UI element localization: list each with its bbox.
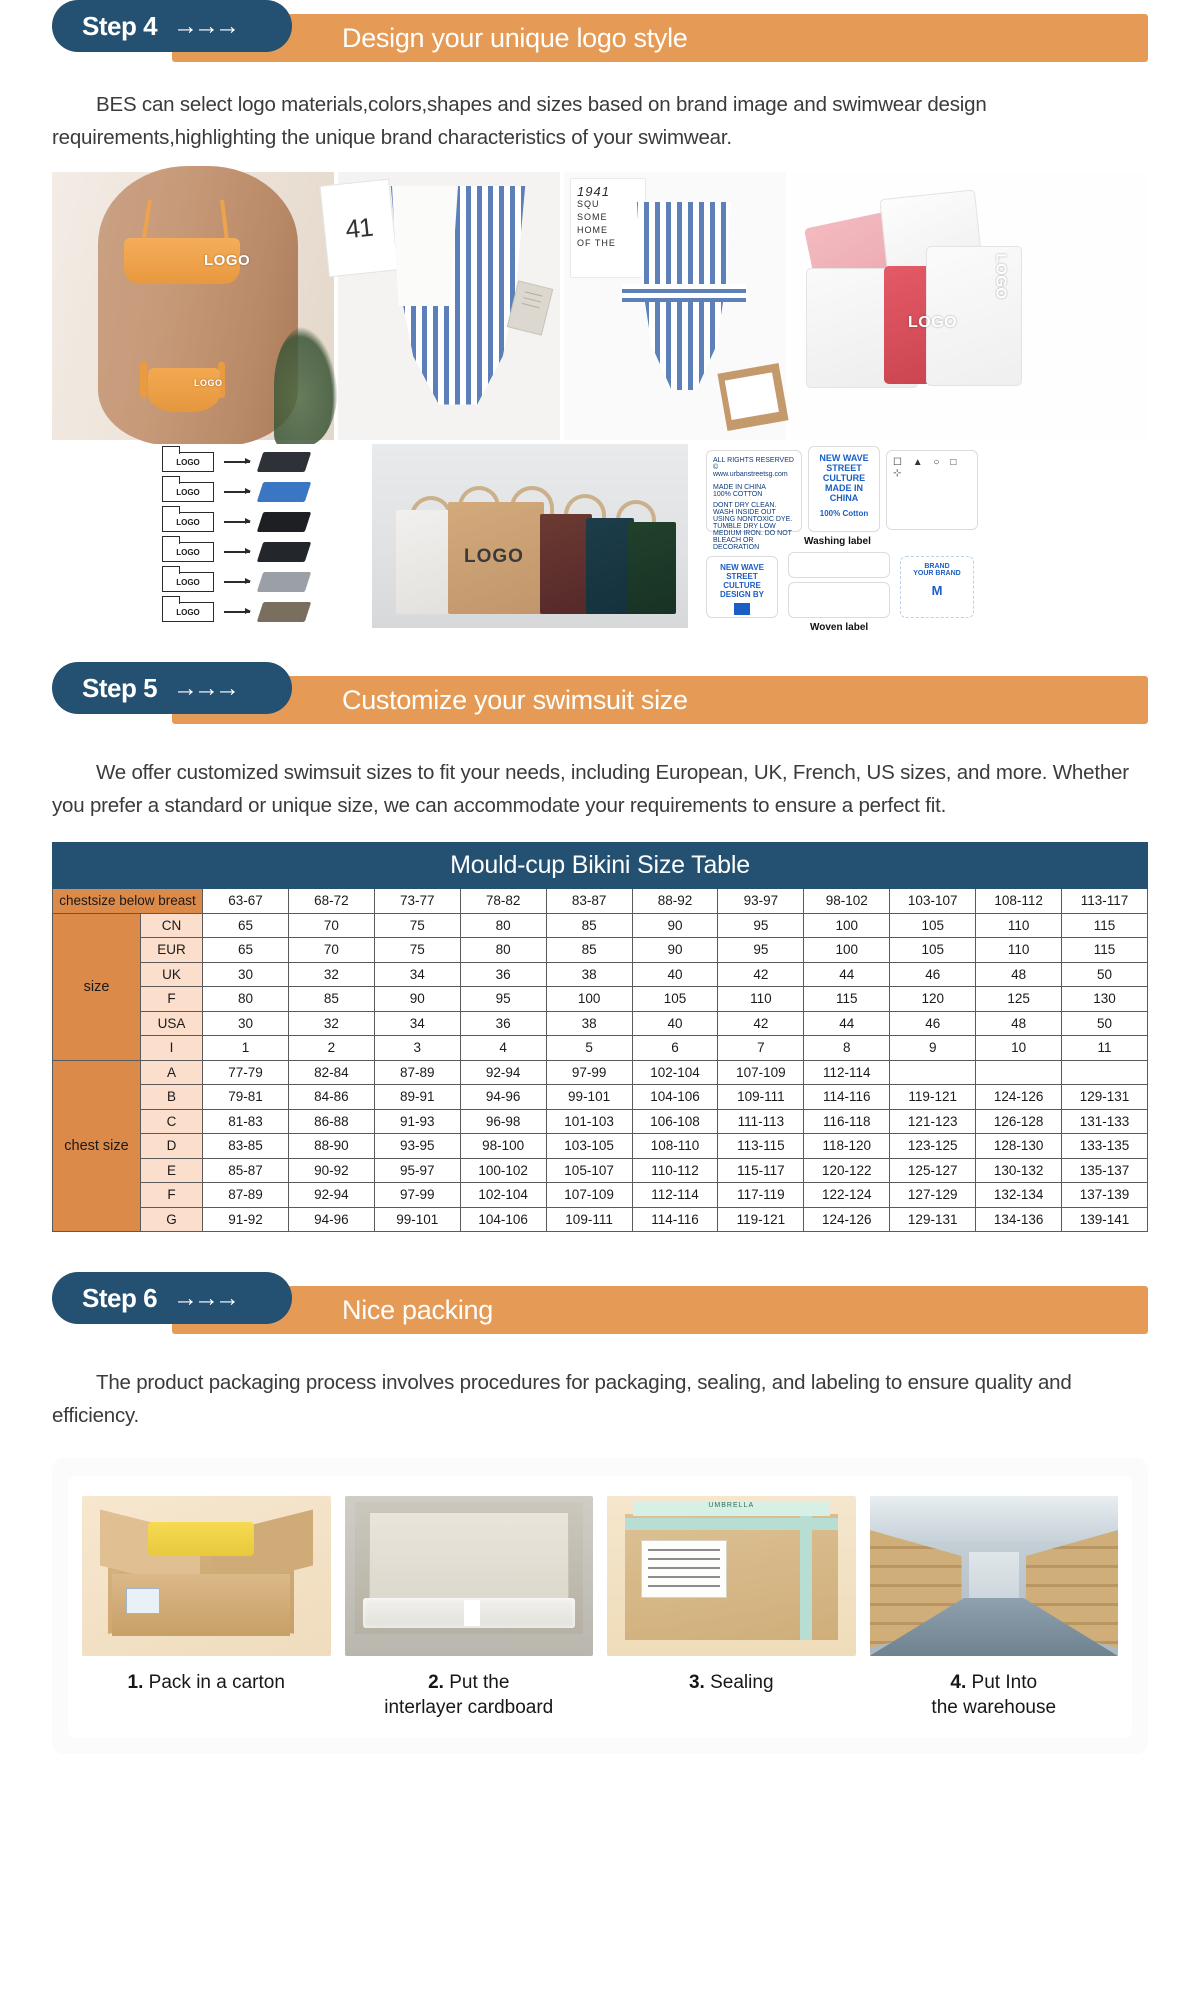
arrow-right-icon: →→→ [173,673,237,702]
gallery-image-model-bikini [52,172,334,440]
size-table-column-header: 98-102 [804,889,890,914]
chest-cell: 117-119 [718,1183,804,1208]
step-banner-4 [52,0,1148,62]
table-header-row [53,889,1148,914]
blank-woven-label-2 [788,582,890,618]
chest-cell: 109-111 [546,1207,632,1232]
chest-cell: 116-118 [804,1109,890,1134]
size-cell: 50 [1062,1011,1148,1036]
chest-cell: 90-92 [288,1158,374,1183]
chest-cell: 139-141 [1062,1207,1148,1232]
chest-cell: 87-89 [374,1060,460,1085]
paragraph-step6: The product packaging process involves procedures for packaging, sealing, and labeling to ensure quality and efficiency. [52,1371,1072,1427]
gallery-row-top [52,172,1148,440]
table-row [53,987,1148,1012]
packing-caption-4 [870,1670,1119,1720]
chest-cell: 108-110 [632,1134,718,1159]
packing-caption-3 [607,1670,856,1695]
step-title-4: Design your unique logo style [342,22,688,53]
chest-row-label: C [141,1109,203,1134]
size-cell: 100 [546,987,632,1012]
size-cell: 110 [976,913,1062,938]
brand-tag-card [900,556,974,618]
chest-cell: 124-126 [976,1085,1062,1110]
size-table-column-header: 68-72 [288,889,374,914]
size-cell: 110 [976,938,1062,963]
logo-watermark: LOGO [992,253,1010,300]
packing-card [52,1458,1148,1754]
label-line: 100% COTTON [713,491,763,498]
size-cell: 130 [1062,987,1148,1012]
table-row [53,1060,1148,1085]
table-row [53,1036,1148,1061]
paragraph-step4: BES can select logo materials,colors,shapes and sizes based on brand image and swimwear design requirements,highlighting the unique brand characteristics of your swimwear. [52,93,987,149]
logo-watermark: LOGO [204,252,251,269]
size-cell: 90 [632,913,718,938]
size-cell: 105 [890,938,976,963]
size-cell: 80 [460,913,546,938]
size-cell: 1 [203,1036,289,1061]
size-cell: 110 [718,987,804,1012]
label-line: M [931,583,943,598]
chest-cell: 113-115 [718,1134,804,1159]
label-swatch-tag: LOGO [162,512,214,532]
chest-cell: 102-104 [460,1183,546,1208]
step-banner-6 [52,1272,1148,1334]
chest-cell: 126-128 [976,1109,1062,1134]
table-row [53,1109,1148,1134]
label-swatch-tag: LOGO [162,602,214,622]
size-cell: 42 [718,962,804,987]
size-table-column-header: 108-112 [976,889,1062,914]
chest-cell: 106-108 [632,1109,718,1134]
label-line: DESIGN BY [719,590,764,599]
label-line: USING NONTOXIC DYE. TUMBLE DRY LOW [713,516,793,530]
size-cell: 80 [203,987,289,1012]
size-cell: 44 [804,962,890,987]
chest-cell: 91-93 [374,1109,460,1134]
arrow-right-icon [224,611,250,613]
carton-tape-text: UMBRELLA [633,1502,830,1516]
label-line: BRAND [924,563,950,570]
packing-step-number: 4. [950,1672,967,1693]
chest-cell: 98-100 [460,1134,546,1159]
packing-caption-2 [345,1670,594,1720]
step-label-5: Step 5 [82,672,158,703]
arrow-right-icon [224,491,250,493]
size-cell: 36 [460,1011,546,1036]
size-row-label: I [141,1036,203,1061]
packing-step-3 [607,1496,856,1720]
table-row [53,1085,1148,1110]
packing-step-number: 3. [688,1672,705,1693]
size-cell: 125 [976,987,1062,1012]
label-line: CULTURE [723,581,761,590]
chest-cell: 127-129 [890,1183,976,1208]
poster-year: 1941 [577,184,610,199]
arrow-right-icon [224,551,250,553]
label-line: NEW WAVE [720,563,764,572]
chest-cell: 112-114 [632,1183,718,1208]
size-cell: 105 [632,987,718,1012]
size-table-column-header: 113-117 [1062,889,1148,914]
size-cell: 44 [804,1011,890,1036]
size-table-wrapper [52,842,1148,1232]
size-row-label: USA [141,1011,203,1036]
chest-cell: 120-122 [804,1158,890,1183]
size-cell: 46 [890,962,976,987]
chest-cell: 121-123 [890,1109,976,1134]
size-cell: 85 [546,938,632,963]
chest-cell: 99-101 [546,1085,632,1110]
size-cell: 95 [718,913,804,938]
chest-cell: 115-117 [718,1158,804,1183]
chest-cell: 88-90 [288,1134,374,1159]
poster-line: SOME [577,212,608,222]
woven-label-caption: Woven label [810,622,869,633]
size-cell: 38 [546,962,632,987]
chest-row-label: A [141,1060,203,1085]
table-row [53,1183,1148,1208]
size-table-column-header: 83-87 [546,889,632,914]
chest-cell: 79-81 [203,1085,289,1110]
chest-cell: 130-132 [976,1158,1062,1183]
size-cell: 8 [804,1036,890,1061]
packing-image-sealing [607,1496,856,1656]
chest-cell: 123-125 [890,1134,976,1159]
label-line: CHINA [829,493,859,503]
label-line: STREET [826,463,862,473]
step-label-6: Step 6 [82,1282,158,1313]
chest-cell: 82-84 [288,1060,374,1085]
chest-row-label: G [141,1207,203,1232]
care-symbols-card [886,450,978,530]
packing-step-number: 1. [127,1672,144,1693]
chest-cell: 92-94 [460,1060,546,1085]
size-cell: 90 [374,987,460,1012]
packing-step-2 [345,1496,594,1720]
size-cell: 34 [374,962,460,987]
size-cell: 50 [1062,962,1148,987]
size-cell: 38 [546,1011,632,1036]
chest-group-label: chest size [53,1060,141,1232]
label-swatch-tag: LOGO [162,452,214,472]
packing-step-text: Put Into [966,1672,1038,1693]
size-cell: 42 [718,1011,804,1036]
gallery-image-packaging-bags [790,172,1148,440]
label-line: MADE IN CHINA [713,484,766,491]
size-cell: 95 [460,987,546,1012]
blank-woven-label-1 [788,552,890,578]
arrow-right-icon [224,581,250,583]
packing-step-number: 2. [428,1672,444,1693]
chest-cell: 134-136 [976,1207,1062,1232]
packing-steps-row [68,1476,1132,1738]
size-table-column-header: 88-92 [632,889,718,914]
size-row-label: EUR [141,938,203,963]
size-cell: 40 [632,962,718,987]
size-cell: 120 [890,987,976,1012]
size-table-title: Mould-cup Bikini Size Table [53,843,1148,889]
size-cell: 100 [804,938,890,963]
chest-cell: 111-113 [718,1109,804,1134]
step-pill-4 [52,0,292,52]
size-cell: 100 [804,913,890,938]
size-cell: 5 [546,1036,632,1061]
table-row [53,1158,1148,1183]
gallery-image-labels [692,444,1148,633]
packing-step-4 [870,1496,1119,1720]
gallery-image-striped-onepiece [564,172,786,440]
size-cell: 65 [203,938,289,963]
chest-cell: 86-88 [288,1109,374,1134]
size-cell: 75 [374,913,460,938]
size-cell: 6 [632,1036,718,1061]
size-row-label: CN [141,913,203,938]
chest-cell: 112-114 [804,1060,890,1085]
poster-line: OF THE [577,238,616,248]
size-table-column-header: 63-67 [203,889,289,914]
chest-cell [1062,1060,1148,1085]
size-cell: 85 [546,913,632,938]
size-table-header-label: chestsize below breast [53,889,203,914]
size-cell: 70 [288,913,374,938]
arrow-right-icon: →→→ [173,1283,237,1312]
chest-cell: 105-107 [546,1158,632,1183]
label-line: NEW WAVE [819,453,869,463]
size-table-column-header: 78-82 [460,889,546,914]
logo-watermark: LOGO [464,546,524,567]
size-cell: 4 [460,1036,546,1061]
packing-step-text: Put the [443,1672,510,1693]
label-line: STREET [726,572,758,581]
chest-cell: 100-102 [460,1158,546,1183]
packing-step-text-line2: the warehouse [931,1697,1057,1718]
poster-line: HOME [577,225,608,235]
size-cell: 10 [976,1036,1062,1061]
size-cell: 11 [1062,1036,1148,1061]
chest-cell: 118-120 [804,1134,890,1159]
step-pill-5 [52,662,292,714]
label-line: MADE IN [825,483,863,493]
size-cell: 48 [976,1011,1062,1036]
size-table-column-header: 103-107 [890,889,976,914]
size-cell: 30 [203,1011,289,1036]
chest-cell [976,1060,1062,1085]
table-row [53,1134,1148,1159]
gallery-image-striped-flatlay [338,172,560,440]
size-table-column-header: 93-97 [718,889,804,914]
label-line: DONT DRY CLEAN. WASH INSIDE OUT [713,502,777,516]
brand-label-card [808,446,880,532]
chest-cell: 104-106 [632,1085,718,1110]
chest-cell: 129-131 [1062,1085,1148,1110]
chest-row-label: D [141,1134,203,1159]
step-label-4: Step 4 [82,10,158,41]
logo-watermark: LOGO [908,314,958,331]
size-cell: 36 [460,962,546,987]
size-row-label: UK [141,962,203,987]
chest-row-label: E [141,1158,203,1183]
size-cell: 48 [976,962,1062,987]
chest-cell: 102-104 [632,1060,718,1085]
paper-prop: 41 [319,179,398,278]
chest-cell: 96-98 [460,1109,546,1134]
size-cell: 115 [1062,913,1148,938]
chest-cell: 95-97 [374,1158,460,1183]
step-banner-bar [172,1283,1148,1334]
chest-cell: 97-99 [546,1060,632,1085]
clipboard-icon [717,363,788,431]
label-swatch-tag: LOGO [162,482,214,502]
design-label-card [706,556,778,618]
chest-cell: 109-111 [718,1085,804,1110]
chest-cell: 101-103 [546,1109,632,1134]
table-row [53,1207,1148,1232]
size-cell: 115 [1062,938,1148,963]
size-cell: 80 [460,938,546,963]
size-cell: 70 [288,938,374,963]
size-cell: 115 [804,987,890,1012]
chest-cell: 119-121 [718,1207,804,1232]
logo-watermark: LOGO [194,378,223,388]
chest-cell: 133-135 [1062,1134,1148,1159]
chest-cell: 114-116 [632,1207,718,1232]
table-title-row [53,843,1148,889]
table-row [53,938,1148,963]
chest-cell: 89-91 [374,1085,460,1110]
chest-cell: 85-87 [203,1158,289,1183]
chest-cell: 110-112 [632,1158,718,1183]
label-swatch-tag: LOGO [162,542,214,562]
size-table-column-header: 73-77 [374,889,460,914]
chest-cell: 83-85 [203,1134,289,1159]
chest-cell: 93-95 [374,1134,460,1159]
size-cell: 32 [288,1011,374,1036]
step-banner-5 [52,662,1148,724]
step-pill-6 [52,1272,292,1324]
chest-cell: 104-106 [460,1207,546,1232]
size-cell: 34 [374,1011,460,1036]
size-cell: 85 [288,987,374,1012]
step-title-5: Customize your swimsuit size [342,684,688,715]
packing-step-1 [82,1496,331,1720]
chest-cell: 107-109 [546,1183,632,1208]
chest-cell: 103-105 [546,1134,632,1159]
table-row [53,962,1148,987]
label-line: MEDIUM IRON. DO NOT BLEACH OR DECORATION [713,530,792,551]
chest-cell: 97-99 [374,1183,460,1208]
table-row [53,1011,1148,1036]
chest-cell: 119-121 [890,1085,976,1110]
arrow-right-icon [224,461,250,463]
packing-image-warehouse [870,1496,1119,1656]
label-line: 100% Cotton [819,509,869,518]
chest-cell: 107-109 [718,1060,804,1085]
size-cell: 95 [718,938,804,963]
chest-cell: 125-127 [890,1158,976,1183]
label-line: CULTURE [822,473,866,483]
size-cell: 32 [288,962,374,987]
label-line: YOUR BRAND [913,570,961,577]
chest-cell: 114-116 [804,1085,890,1110]
washing-label-caption: Washing label [804,536,871,547]
chest-cell: 94-96 [460,1085,546,1110]
poster-line: SQU [577,199,600,209]
chest-cell: 122-124 [804,1183,890,1208]
chest-cell: 94-96 [288,1207,374,1232]
size-cell: 75 [374,938,460,963]
chest-cell: 124-126 [804,1207,890,1232]
chest-cell: 132-134 [976,1183,1062,1208]
packing-step-text: Pack in a carton [143,1672,285,1693]
step-title-6: Nice packing [342,1294,493,1325]
packing-step-text: Sealing [704,1672,774,1693]
arrow-right-icon [224,521,250,523]
chest-cell: 135-137 [1062,1158,1148,1183]
washing-label-card [706,450,802,551]
packing-step-text-line2: interlayer cardboard [384,1697,554,1718]
size-cell: 65 [203,913,289,938]
chest-cell: 137-139 [1062,1183,1148,1208]
mould-cup-bikini-size-table [52,842,1148,1232]
size-cell: 40 [632,1011,718,1036]
packing-caption-1 [82,1670,331,1695]
chest-cell: 131-133 [1062,1109,1148,1134]
packing-image-carton [82,1496,331,1656]
size-cell: 3 [374,1036,460,1061]
size-group-label: size [53,913,141,1060]
chest-cell: 128-130 [976,1134,1062,1159]
size-cell: 2 [288,1036,374,1061]
chest-cell: 99-101 [374,1207,460,1232]
logo-gallery [52,172,1148,633]
arrow-right-icon: →→→ [173,11,237,40]
size-cell: 9 [890,1036,976,1061]
gallery-image-kraft-bags [372,444,688,628]
care-symbol-icon: ☐ ▲ ○ □ ⊹ [893,457,961,479]
label-swatch-tag: LOGO [162,572,214,592]
label-line: ALL RIGHTS RESERVED © [713,457,794,471]
gallery-label-materials-diagram [52,444,368,628]
chest-cell: 91-92 [203,1207,289,1232]
chest-row-label: F [141,1183,203,1208]
size-cell: 90 [632,938,718,963]
size-cell: 46 [890,1011,976,1036]
chest-cell: 92-94 [288,1183,374,1208]
label-line: www.urbanstreetsg.com [713,471,788,478]
table-row [53,913,1148,938]
chest-cell: 129-131 [890,1207,976,1232]
size-row-label: F [141,987,203,1012]
chest-row-label: B [141,1085,203,1110]
packing-image-interlayer-cardboard [345,1496,594,1656]
paragraph-step5: We offer customized swimsuit sizes to fit your needs, including European, UK, French, US sizes, and more. Whether you prefer a standard or unique size, we can accommodate your requirements to ensure a perfect fit. [52,761,1129,817]
chest-cell: 77-79 [203,1060,289,1085]
chest-cell: 81-83 [203,1109,289,1134]
chest-cell: 84-86 [288,1085,374,1110]
chest-cell: 87-89 [203,1183,289,1208]
gallery-row-bottom [52,444,1148,633]
size-cell: 30 [203,962,289,987]
chest-cell [890,1060,976,1085]
size-cell: 7 [718,1036,804,1061]
poster-prop [570,178,646,278]
size-cell: 105 [890,913,976,938]
